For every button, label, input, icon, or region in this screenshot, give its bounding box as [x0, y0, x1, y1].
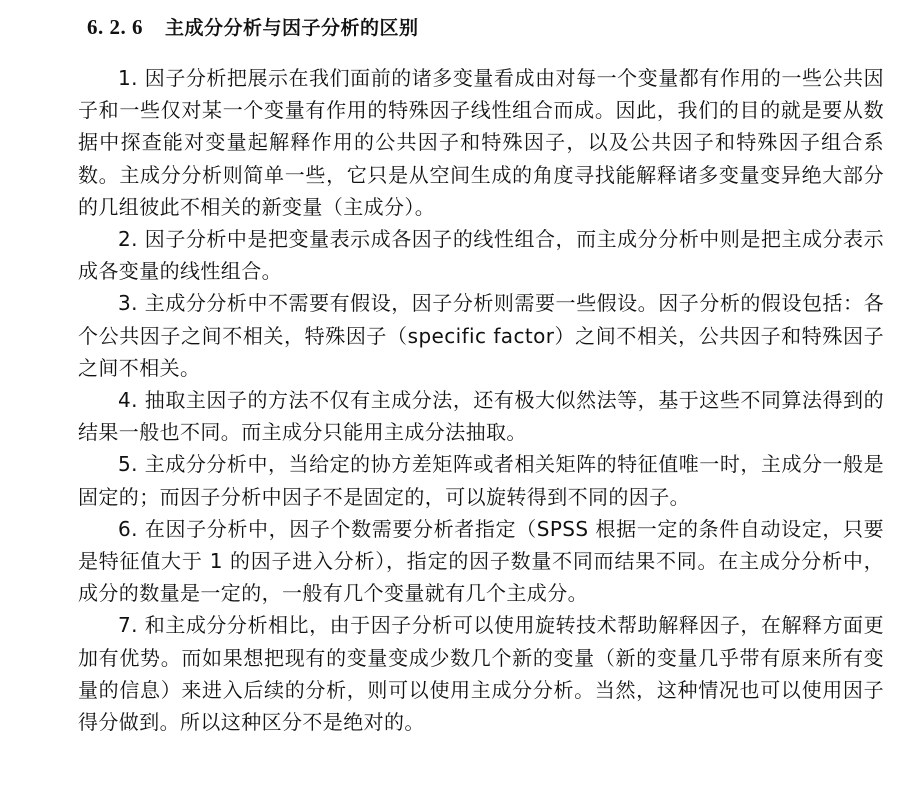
- paragraph-5: 5. 主成分分析中，当给定的协方差矩阵或者相关矩阵的特征值唯一时，主成分一般是固定的；而因子分析中因子不是固定的，可以旋转得到不同的因子。: [78, 452, 884, 509]
- section-heading: [87, 10, 419, 44]
- paragraph-2: 2. 因子分析中是把变量表示成各因子的线性组合，而主成分分析中则是把主成分表示成各变量的线性组合。: [78, 227, 884, 284]
- paragraph-6: 6. 在因子分析中，因子个数需要分析者指定（SPSS 根据一定的条件自动设定，只要是特征值大于 1 的因子进入分析），指定的因子数量不同而结果不同。在主成分分析中，成分的数量是一定的，一般有几个变量就有几个主成分。: [78, 516, 884, 606]
- section-number: 6. 2. 6: [87, 15, 143, 39]
- paragraph-7: 7. 和主成分分析相比，由于因子分析可以使用旋转技术帮助解释因子，在解释方面更加有优势。而如果想把现有的变量变成少数几个新的变量（新的变量几乎带有原来所有变量的信息）来进入后续的分析，则可以使用主成分分析。当然，这种情况也可以使用因子得分做到。所以这种区分不是绝对的。: [78, 613, 884, 735]
- paragraph-1: 1. 因子分析把展示在我们面前的诸多变量看成由对每一个变量都有作用的一些公共因子和一些仅对某一个变量有作用的特殊因子线性组合而成。因此，我们的目的就是要从数据中探查能对变量起解释作用的公共因子和特殊因子，以及公共因子和特殊因子组合系数。主成分分析则简单一些，它只是从空间生成的角度寻找能解释诸多变量变异绝大部分的几组彼此不相关的新变量（主成分）。: [78, 66, 884, 219]
- paragraph-4: 4. 抽取主因子的方法不仅有主成分法，还有极大似然法等，基于这些不同算法得到的结果一般也不同。而主成分只能用主成分法抽取。: [78, 388, 884, 445]
- section-title: 主成分分析与因子分析的区别: [165, 17, 419, 39]
- paragraph-3: 3. 主成分分析中不需要有假设，因子分析则需要一些假设。因子分析的假设包括：各个公共因子之间不相关，特殊因子（specific factor）之间不相关，公共因子和特殊因子之间不相关。: [78, 291, 884, 380]
- document-body: [78, 62, 884, 738]
